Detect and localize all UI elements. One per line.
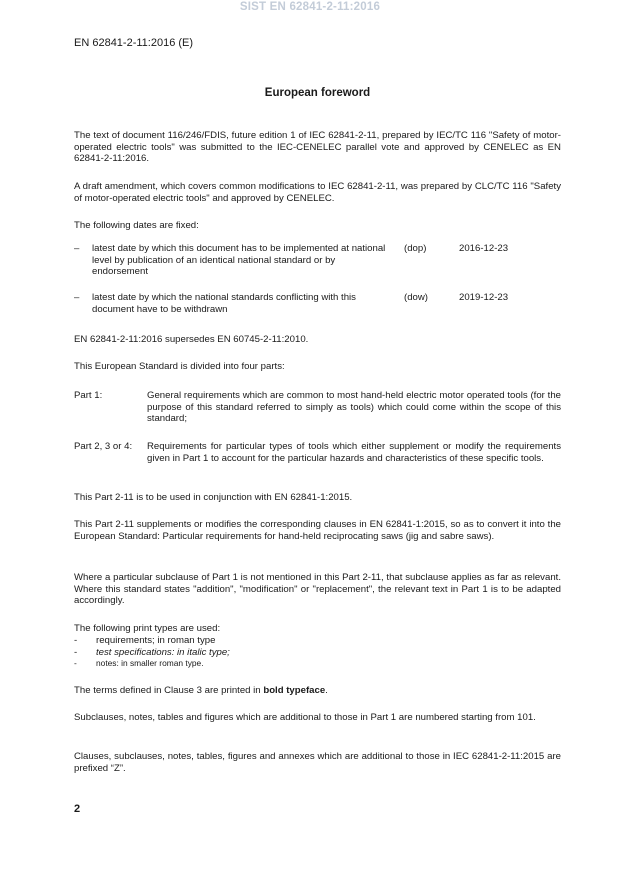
date-value: 2019-12-23 (459, 292, 509, 303)
paragraph-dates-intro: The following dates are fixed: (74, 220, 199, 231)
paragraph-document-origin: The text of document 116/246/FDIS, future edition 1 of IEC 62841-2-11, prepared by IEC/TC 116 "Safety of motor-operated electric tools" was submitted to the IEC-CENELEC parallel vote and approved by CENELEC as EN 62841-2-11:2016. (74, 130, 561, 165)
print-types-list (74, 635, 561, 670)
print-type-text: requirements; in roman type (96, 635, 216, 646)
paragraph-parts-intro: This European Standard is divided into four parts: (74, 361, 285, 372)
date-description: latest date by which the national standards conflicting with this document have to be withdrawn (92, 292, 356, 315)
date-description: latest date by which this document has to be implemented at national level by publication of an identical national standard or by endorsement (92, 243, 386, 278)
print-type-text: notes: in smaller roman type. (96, 658, 204, 669)
paragraph-conjunction: This Part 2-11 is to be used in conjunction with EN 62841-1:2015. (74, 492, 353, 503)
page-number: 2 (74, 803, 81, 815)
paragraph-draft-amendment: A draft amendment, which covers common modifications to IEC 62841-2-11, was prepared by CLC/TC 116 "Safety of motor-operated electric tools" and approved by CENELEC. (74, 181, 561, 204)
dash-marker: - (74, 646, 78, 658)
bold-typeface-text: bold typeface (263, 685, 326, 696)
dash-marker: - (74, 635, 78, 646)
watermark: SIST EN 62841-2-11:2016 (239, 1, 381, 13)
date-code: (dow) (404, 292, 428, 303)
dash-marker: – (74, 292, 80, 303)
terms-text: The terms defined in Clause 3 are printed in (74, 685, 264, 696)
part-label: Part 2, 3 or 4: (74, 441, 133, 452)
paragraph-prefix-z: Clauses, subclauses, notes, tables, figures and annexes which are additional to those in IEC 62841-2-11:2015 are prefixed “Z”. (74, 751, 561, 774)
terms-suffix: . (325, 685, 328, 696)
page-title: European foreword (264, 87, 371, 99)
date-code: (dop) (404, 243, 427, 254)
paragraph-print-types-intro: The following print types are used: (74, 623, 221, 634)
dash-marker: - (74, 658, 77, 669)
paragraph-subclause-applies: Where a particular subclause of Part 1 is not mentioned in this Part 2-11, that subclause applies as far as relevant. Where this standard states "addition", "modification" or "replacement", the relevant text in Part 1 is to be adapted accordingly. (74, 572, 561, 607)
print-type-item (74, 658, 561, 670)
paragraph-numbering: Subclauses, notes, tables and figures which are additional to those in Part 1 are numbered starting from 101. (74, 712, 536, 723)
paragraph-supersedes: EN 62841-2-11:2016 supersedes EN 60745-2-11:2010. (74, 334, 309, 345)
part-description: Requirements for particular types of tools which either supplement or modify the requirements given in Part 1 to account for the particular hazards and characteristics of these specific tools. (147, 441, 561, 464)
date-value: 2016-12-23 (459, 243, 509, 254)
print-type-item (74, 635, 561, 647)
part-description: General requirements which are common to most hand-held electric motor operated tools (for the purpose of this standard referred to simply as tools) which could come within the scope of this standard; (147, 390, 561, 425)
print-type-item (74, 647, 561, 659)
paragraph-terms-defined (74, 685, 561, 697)
document-id: EN 62841-2-11:2016 (E) (74, 37, 194, 49)
part-label: Part 1: (74, 390, 103, 401)
print-type-text: test specifications: in italic type; (96, 646, 230, 658)
paragraph-supplements: This Part 2-11 supplements or modifies the corresponding clauses in EN 62841-1:2015, so as to convert it into the European Standard: Particular requirements for hand-held reciprocating saws (jig and sabre saws). (74, 519, 561, 542)
dash-marker: – (74, 243, 80, 254)
